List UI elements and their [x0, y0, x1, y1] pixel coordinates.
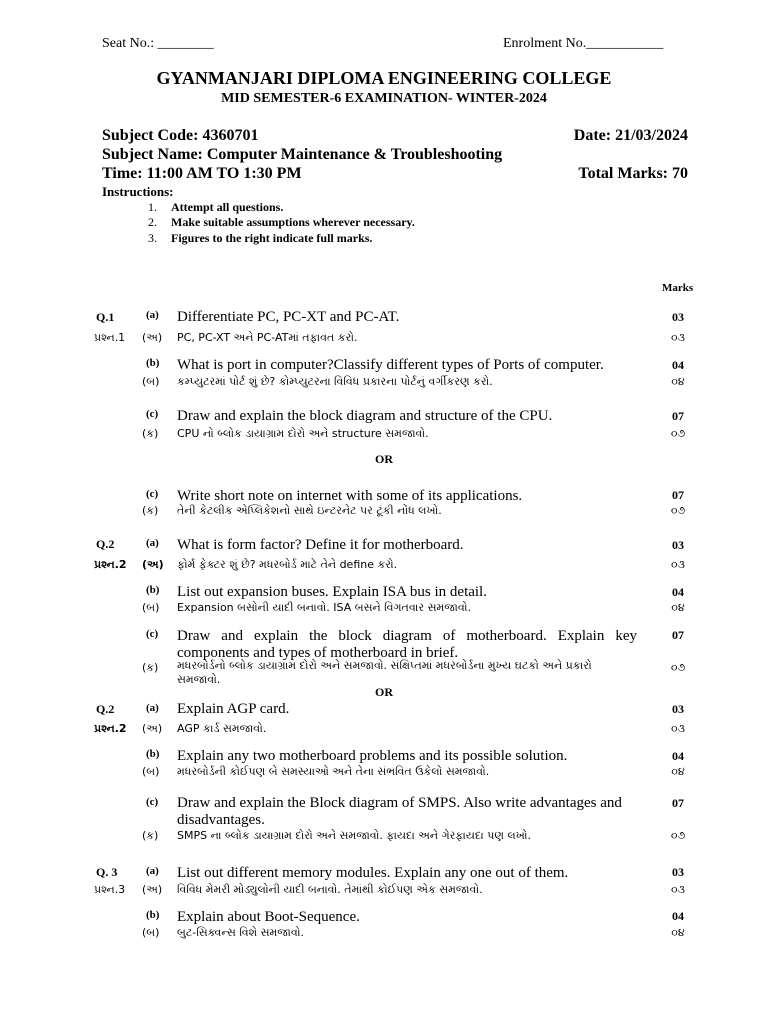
- question-marks-gujarati: ૦૩: [671, 558, 685, 571]
- sub-question-label: (b): [146, 909, 160, 921]
- instruction-text: Make suitable assumptions wherever necessary.: [171, 215, 415, 229]
- question-marks-gujarati: ૦૩: [671, 331, 685, 344]
- question-text: Draw and explain the block diagram of motherboard. Explain key components and types of motherboard in brief.: [177, 628, 637, 661]
- subject-name: Subject Name: Computer Maintenance & Troubleshooting: [102, 146, 503, 163]
- sub-question-label-gujarati: (અ): [142, 331, 163, 344]
- instruction-text: Attempt all questions.: [171, 200, 284, 214]
- question-marks-gujarati: ૦૭: [670, 427, 686, 440]
- question-number: Q.1: [96, 310, 115, 324]
- question-marks: 03: [672, 702, 684, 716]
- instruction-num: 2.: [148, 215, 157, 229]
- sub-question-label-gujarati: (ક): [142, 829, 159, 842]
- subject-code: Subject Code: 4360701: [102, 127, 259, 144]
- sub-question-label-gujarati: (બ): [142, 765, 160, 778]
- sub-question-label-gujarati: (ક): [142, 504, 159, 517]
- question-marks-gujarati: ૦૩: [671, 722, 685, 735]
- sub-question-label: (a): [146, 865, 159, 877]
- question-number: Q.2: [96, 537, 115, 551]
- question-marks-gujarati: ૦૭: [670, 829, 686, 842]
- sub-question-label-gujarati: (ક): [142, 427, 159, 440]
- question-text: Explain any two motherboard problems and its possible solution.: [177, 748, 568, 764]
- question-text-gujarati: મધરબોર્ડની કોઈપણ બે સમસ્યાઓ અને તેના સંભવિત ઉકેલો સમજાવો.: [177, 765, 490, 778]
- exam-date: Date: 21/03/2024: [573, 127, 688, 144]
- question-marks: 07: [672, 409, 684, 423]
- total-marks: Total Marks: 70: [578, 165, 688, 182]
- question-marks: 04: [672, 749, 684, 763]
- question-text-gujarati: Expansion બસોની યાદી બનાવો. ISA બસને વિગતવાર સમજાવો.: [177, 601, 471, 614]
- sub-question-label: (c): [146, 488, 159, 500]
- question-number-gujarati: પ્રશ્ન.2: [94, 558, 127, 571]
- question-text-gujarati: કમ્પ્યુટરમાં પોર્ટ શું છે? કોમ્પ્યુટરના વિવિધ પ્રકારના પોર્ટનું વર્ગીકરણ કરો.: [177, 375, 493, 388]
- question-marks: 03: [672, 538, 684, 552]
- question-marks: 04: [672, 585, 684, 599]
- question-text-gujarati: મધરબોર્ડનો બ્લોક ડાયાગ્રામ દોરો અને સમજાવો. સંક્ષિપ્તમાં મધરબોર્ડના મુખ્ય ઘટકો અને પ્રકારો સમજાવો.: [177, 659, 592, 686]
- question-text: Explain about Boot-Sequence.: [177, 909, 360, 925]
- sub-question-label-gujarati: (બ): [142, 601, 160, 614]
- question-marks: 04: [672, 358, 684, 372]
- question-marks: 03: [672, 865, 684, 879]
- question-marks: 07: [672, 796, 684, 810]
- seat-number: Seat No.: ________: [102, 36, 214, 51]
- question-number: Q.2: [96, 702, 115, 716]
- question-text: List out different memory modules. Explain any one out of them.: [177, 865, 569, 881]
- instruction-text: Figures to the right indicate full marks.: [171, 231, 373, 245]
- sub-question-label: (b): [146, 357, 160, 369]
- question-text: What is port in computer?Classify different types of Ports of computer.: [177, 357, 604, 373]
- sub-question-label: (a): [146, 309, 159, 321]
- question-marks-gujarati: ૦૭: [670, 504, 686, 517]
- question-marks: 07: [672, 628, 684, 642]
- question-marks-gujarati: ૦૪: [671, 601, 685, 614]
- sub-question-label: (a): [146, 702, 159, 714]
- question-marks-gujarati: ૦૪: [671, 765, 685, 778]
- exam-title: MID SEMESTER-6 EXAMINATION- WINTER-2024: [221, 91, 547, 106]
- question-number: Q. 3: [96, 865, 118, 879]
- question-text: Differentiate PC, PC-XT and PC-AT.: [177, 309, 400, 325]
- sub-question-label: (c): [146, 628, 159, 640]
- question-marks: 03: [672, 310, 684, 324]
- sub-question-label-gujarati: (અ): [142, 722, 163, 735]
- question-marks-gujarati: ૦૪: [671, 375, 685, 388]
- sub-question-label-gujarati: (અ): [142, 558, 164, 571]
- question-text: List out expansion buses. Explain ISA bus in detail.: [177, 584, 487, 600]
- sub-question-label: (b): [146, 748, 160, 760]
- sub-question-label: (b): [146, 584, 160, 596]
- instructions-label: Instructions:: [102, 184, 174, 199]
- or-separator: OR: [375, 685, 393, 699]
- question-text: Draw and explain the Block diagram of SMPS. Also write advantages and disadvantages.: [177, 795, 622, 828]
- college-name: GYANMANJARI DIPLOMA ENGINEERING COLLEGE: [156, 68, 612, 88]
- sub-question-label: (a): [146, 537, 159, 549]
- question-marks: 04: [672, 909, 684, 923]
- sub-question-label: (c): [146, 408, 159, 420]
- question-marks: 07: [672, 488, 684, 502]
- question-text-gujarati: CPU નો બ્લોક ડાયાગ્રામ દોરો અને structure સમજાવો.: [177, 427, 429, 440]
- question-text-gujarati: બુટ-સિક્વન્સ વિશે સમજાવો.: [177, 926, 304, 939]
- question-text-gujarati: ફોર્મ ફેક્ટર શું છે? મધરબોર્ડ માટે તેને define કરો.: [177, 558, 398, 571]
- sub-question-label: (c): [146, 796, 159, 808]
- question-number-gujarati: પ્રશ્ન.1: [94, 331, 126, 344]
- instruction-num: 1.: [148, 200, 157, 214]
- question-marks-gujarati: ૦૩: [671, 883, 685, 896]
- marks-column-header: Marks: [662, 282, 694, 294]
- enrolment-number: Enrolment No.___________: [503, 36, 664, 51]
- question-marks-gujarati: ૦૭: [670, 661, 686, 674]
- sub-question-label-gujarati: (અ): [142, 883, 163, 896]
- question-text-gujarati: AGP કાર્ડ સમજાવો.: [177, 722, 267, 735]
- question-marks-gujarati: ૦૪: [671, 926, 685, 939]
- instruction-num: 3.: [148, 231, 157, 245]
- sub-question-label-gujarati: (બ): [142, 926, 160, 939]
- question-text: Draw and explain the block diagram and structure of the CPU.: [177, 408, 553, 424]
- question-text-gujarati: વિવિધ મેમરી મોડ્યુલોની યાદી બનાવો. તેમાંથી કોઈપણ એક સમજાવો.: [177, 883, 483, 896]
- exam-time: Time: 11:00 AM TO 1:30 PM: [102, 165, 302, 182]
- question-text: Write short note on internet with some of its applications.: [177, 488, 523, 504]
- sub-question-label-gujarati: (ક): [142, 661, 159, 674]
- question-text: What is form factor? Define it for motherboard.: [177, 537, 464, 553]
- question-text-gujarati: PC, PC-XT અને PC-ATમાં તફાવત કરો.: [177, 331, 358, 344]
- question-text-gujarati: તેની કેટલીક એપ્લિકેશનો સાથે ઇન્ટરનેટ પર ટૂંકી નોંધ લખો.: [177, 504, 442, 517]
- question-text: Explain AGP card.: [177, 701, 290, 717]
- question-number-gujarati: પ્રશ્ન.3: [94, 883, 126, 896]
- question-text-gujarati: SMPS ના બ્લોક ડાયાગ્રામ દોરો અને સમજાવો. ફાયદા અને ગેરફાયદા પણ લખો.: [177, 829, 532, 842]
- question-number-gujarati: પ્રશ્ન.2: [94, 722, 127, 735]
- sub-question-label-gujarati: (બ): [142, 375, 160, 388]
- or-separator: OR: [375, 452, 393, 466]
